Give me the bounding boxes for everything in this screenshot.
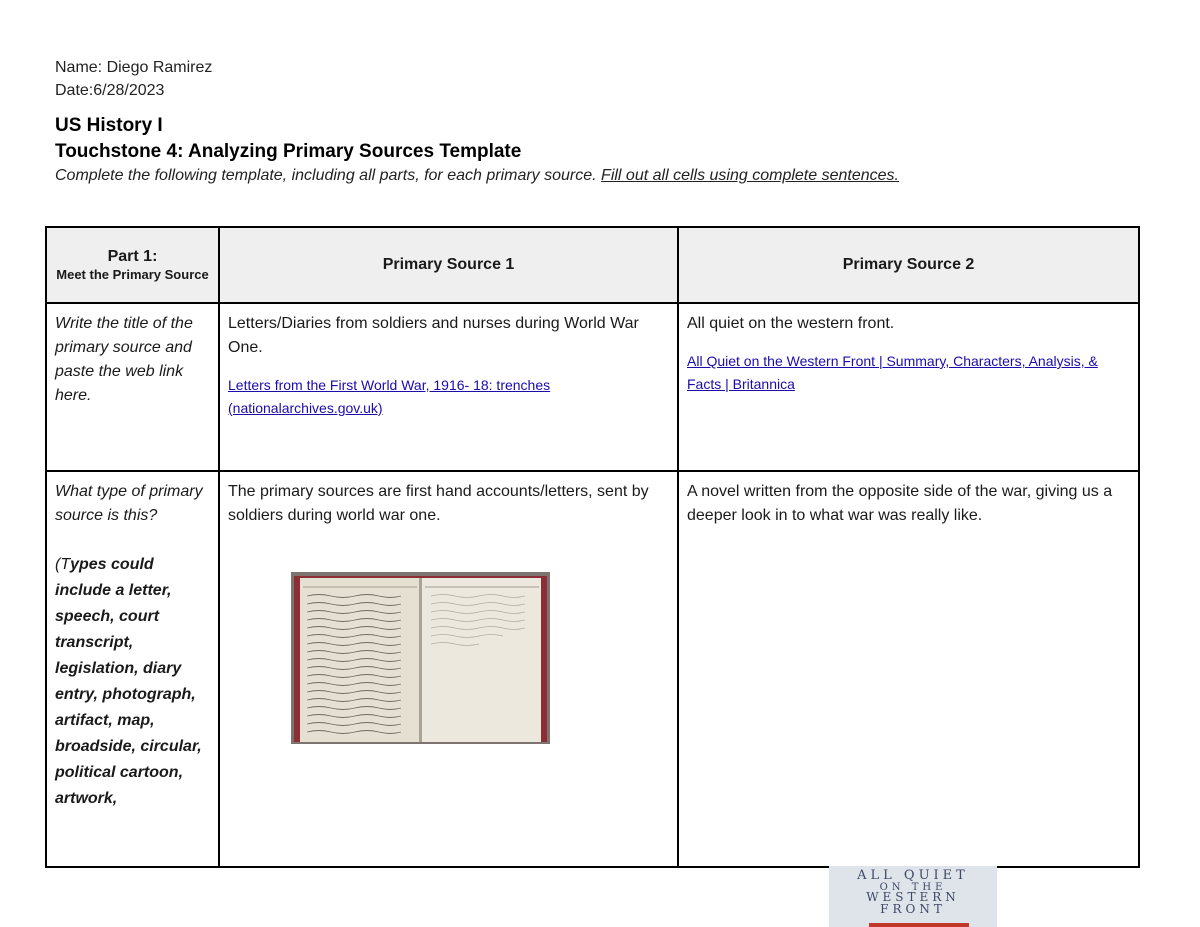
- diary-photo: [291, 572, 550, 744]
- cover-title-line-1: ALL QUIET: [857, 868, 969, 883]
- part-subtitle: Meet the Primary Source: [56, 266, 209, 282]
- part-label: Part 1:: [107, 247, 158, 265]
- source2-link[interactable]: All Quiet on the Western Front | Summary, Characters, Analysis, & Facts | Britannica: [687, 353, 1098, 392]
- analysis-table: [45, 226, 1140, 868]
- instructions-emphasis: Fill out all cells using complete sentences.: [601, 167, 899, 184]
- submission-date: Date:6/28/2023: [55, 82, 165, 99]
- prompt-text: Write the title of the primary source and paste the web link here.: [55, 315, 193, 404]
- source1-link[interactable]: Letters from the First World War, 1916- 18: trenches (nationalarchives.gov.uk): [228, 377, 551, 416]
- row-prompt-type: [46, 471, 219, 867]
- source2-type-cell[interactable]: [678, 471, 1139, 867]
- source1-header-cell: [219, 227, 678, 303]
- source2-type: A novel written from the opposite side of the war, giving us a deeper look in to what war was really like.: [687, 483, 1113, 524]
- book-cover-image: [829, 866, 997, 927]
- source1-title: Letters/Diaries from soldiers and nurses during World War One.: [228, 315, 639, 356]
- source1-type-cell[interactable]: [219, 471, 678, 867]
- source2-title-cell[interactable]: [678, 303, 1139, 471]
- document-header: [55, 56, 1155, 187]
- course-title: US History I: [55, 115, 163, 136]
- cover-title-line-3: WESTERN: [866, 890, 960, 904]
- source2-header: Primary Source 2: [842, 256, 975, 273]
- cover-title-line-4: FRONT: [880, 902, 946, 916]
- source2-header-cell: [678, 227, 1139, 303]
- source1-type: The primary sources are first hand accounts/letters, sent by soldiers during world war one.: [228, 483, 649, 524]
- prompt-type-list: ypes could include a letter, speech, court transcript, legislation, diary entry, photograph, artifact, map, broadside, circular, political cartoon, artwork,: [55, 556, 202, 807]
- instructions: [55, 165, 1155, 187]
- source2-title: All quiet on the western front.: [687, 315, 895, 332]
- prompt-text: What type of primary source is this?: [55, 483, 203, 524]
- table-header-row: [46, 227, 1139, 303]
- source1-title-cell[interactable]: [219, 303, 678, 471]
- table-row: [46, 303, 1139, 471]
- prompt-type-paren: (T: [55, 556, 71, 573]
- document-title: Touchstone 4: Analyzing Primary Sources Template: [55, 141, 522, 162]
- student-name: Name: Diego Ramirez: [55, 59, 213, 76]
- part-header-cell: [46, 227, 219, 303]
- source1-header: Primary Source 1: [382, 256, 515, 273]
- cover-title-line-2: ON THE: [879, 882, 947, 893]
- instructions-text: Complete the following template, including all parts, for each primary source.: [55, 167, 602, 184]
- prompt-type-examples: [55, 552, 210, 812]
- table-row: [46, 471, 1139, 867]
- row-prompt-title: [46, 303, 219, 471]
